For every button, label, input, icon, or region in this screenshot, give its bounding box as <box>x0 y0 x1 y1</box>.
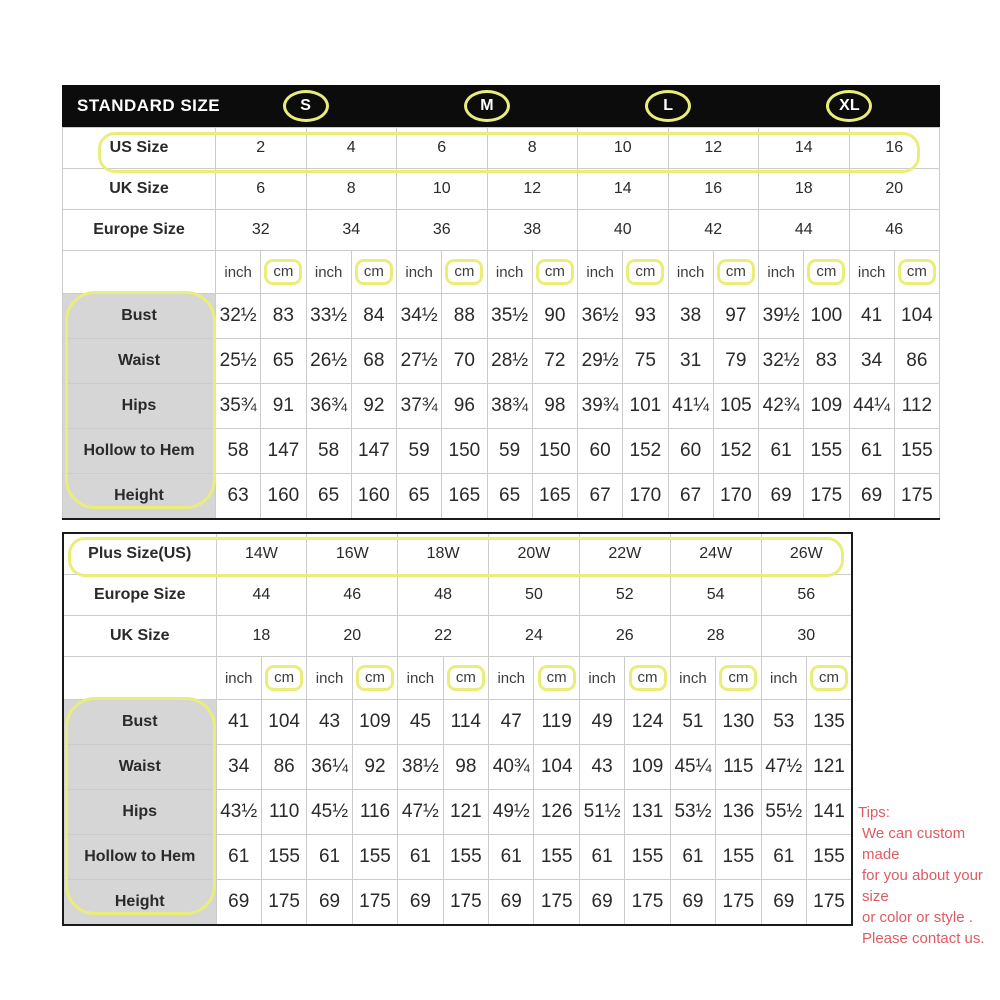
measurement-value: 72 <box>532 339 577 384</box>
measurement-value: 152 <box>623 429 668 474</box>
size-value: 18 <box>759 169 850 210</box>
measurement-value: 35½ <box>487 294 532 339</box>
size-row <box>63 533 852 575</box>
measurement-value: 97 <box>713 294 758 339</box>
measurement-value: 61 <box>761 835 806 880</box>
measurement-row <box>63 700 852 745</box>
measurement-value: 45 <box>398 700 443 745</box>
size-row <box>63 169 940 210</box>
size-value: 48 <box>398 575 489 616</box>
measurement-value: 155 <box>625 835 670 880</box>
tips-line: or color or style . <box>862 909 973 926</box>
measurement-value: 69 <box>849 474 894 520</box>
measurement-value: 65 <box>261 339 306 384</box>
unit-cm-cell <box>261 251 306 294</box>
measurement-value: 175 <box>716 880 761 926</box>
standard-size-table <box>62 127 940 520</box>
size-value: 52 <box>579 575 670 616</box>
measurement-value: 98 <box>532 384 577 429</box>
unit-inch-label: inch <box>761 657 806 700</box>
unit-inch-label: inch <box>307 657 352 700</box>
unit-cm-cell <box>534 657 579 700</box>
measurement-value: 36½ <box>578 294 623 339</box>
measurement-value: 155 <box>806 835 852 880</box>
measurement-value: 61 <box>216 835 261 880</box>
unit-cm-label: cm <box>810 665 848 691</box>
plus-size-section <box>62 532 853 926</box>
measurement-value: 165 <box>442 474 487 520</box>
measurement-value: 83 <box>804 339 849 384</box>
measurement-value: 41¼ <box>668 384 713 429</box>
tips-line: Please contact us. <box>862 930 985 947</box>
size-value: 40 <box>578 210 669 251</box>
size-value: 22 <box>398 616 489 657</box>
measurement-value: 34 <box>849 339 894 384</box>
size-value: 16 <box>668 169 759 210</box>
unit-row <box>63 251 940 294</box>
size-group-strip <box>215 85 940 127</box>
measurement-value: 126 <box>534 790 579 835</box>
measurement-value: 69 <box>759 474 804 520</box>
size-value: 8 <box>487 128 578 169</box>
unit-cm-cell <box>716 657 761 700</box>
standard-size-title: STANDARD SIZE <box>77 96 221 115</box>
measurement-value: 147 <box>351 429 396 474</box>
measurement-value: 33½ <box>306 294 351 339</box>
measurement-value: 40¾ <box>489 745 534 790</box>
unit-inch-label: inch <box>668 251 713 294</box>
measurement-label: Hips <box>63 384 216 429</box>
measurement-value: 31 <box>668 339 713 384</box>
measurement-value: 68 <box>351 339 396 384</box>
measurement-value: 69 <box>307 880 352 926</box>
standard-size-header <box>62 85 940 127</box>
measurement-value: 121 <box>806 745 852 790</box>
unit-row-blank <box>63 657 216 700</box>
measurement-value: 175 <box>261 880 306 926</box>
size-group-ellipse: M <box>464 90 510 122</box>
size-group-slot <box>215 85 396 127</box>
measurement-value: 175 <box>806 880 852 926</box>
size-value: 44 <box>759 210 850 251</box>
measurement-value: 43 <box>579 745 624 790</box>
size-value: 18 <box>216 616 307 657</box>
measurement-row <box>63 294 940 339</box>
measurement-label: Hollow to Hem <box>63 835 216 880</box>
measurement-value: 67 <box>668 474 713 520</box>
size-value: 22W <box>579 533 670 575</box>
unit-inch-label: inch <box>489 657 534 700</box>
size-value: 20 <box>307 616 398 657</box>
unit-cm-label: cm <box>626 259 664 285</box>
measurement-value: 84 <box>351 294 396 339</box>
measurement-value: 61 <box>398 835 443 880</box>
standard-size-section <box>62 85 940 520</box>
measurement-value: 175 <box>352 880 397 926</box>
unit-cm-label: cm <box>355 259 393 285</box>
measurement-value: 35¾ <box>216 384 261 429</box>
measurement-value: 136 <box>716 790 761 835</box>
measurement-value: 150 <box>442 429 487 474</box>
measurement-value: 45¼ <box>670 745 715 790</box>
measurement-value: 39¾ <box>578 384 623 429</box>
size-value: 26 <box>579 616 670 657</box>
unit-cm-cell <box>806 657 852 700</box>
measurement-value: 175 <box>894 474 939 520</box>
measurement-value: 90 <box>532 294 577 339</box>
measurement-value: 155 <box>261 835 306 880</box>
measurement-value: 155 <box>894 429 939 474</box>
measurement-value: 175 <box>534 880 579 926</box>
measurement-value: 29½ <box>578 339 623 384</box>
measurement-value: 34 <box>216 745 261 790</box>
size-value: 6 <box>397 128 488 169</box>
measurement-value: 104 <box>261 700 306 745</box>
measurement-value: 69 <box>579 880 624 926</box>
unit-cm-label: cm <box>629 665 667 691</box>
measurement-value: 92 <box>352 745 397 790</box>
measurement-row <box>63 790 852 835</box>
unit-inch-label: inch <box>216 251 261 294</box>
measurement-value: 155 <box>716 835 761 880</box>
measurement-value: 104 <box>894 294 939 339</box>
tips-title: Tips: <box>858 804 890 821</box>
measurement-label: Height <box>63 880 216 926</box>
measurement-value: 115 <box>716 745 761 790</box>
size-value: 24 <box>489 616 580 657</box>
measurement-row <box>63 429 940 474</box>
unit-inch-label: inch <box>398 657 443 700</box>
measurement-value: 119 <box>534 700 579 745</box>
measurement-value: 155 <box>804 429 849 474</box>
measurement-value: 47 <box>489 700 534 745</box>
size-value: 20 <box>849 169 940 210</box>
measurement-value: 37¾ <box>397 384 442 429</box>
measurement-value: 114 <box>443 700 488 745</box>
measurement-value: 109 <box>352 700 397 745</box>
measurement-row <box>63 339 940 384</box>
size-value: 26W <box>761 533 852 575</box>
measurement-value: 45½ <box>307 790 352 835</box>
size-row <box>63 210 940 251</box>
measurement-value: 60 <box>578 429 623 474</box>
measurement-value: 61 <box>849 429 894 474</box>
size-value: 56 <box>761 575 852 616</box>
measurement-value: 39½ <box>759 294 804 339</box>
measurement-value: 49½ <box>489 790 534 835</box>
unit-cm-label: cm <box>898 259 936 285</box>
measurement-label: Bust <box>63 294 216 339</box>
measurement-value: 51 <box>670 700 715 745</box>
measurement-value: 41 <box>849 294 894 339</box>
unit-cm-cell <box>532 251 577 294</box>
measurement-label: Height <box>63 474 216 520</box>
unit-cm-cell <box>804 251 849 294</box>
measurement-value: 47½ <box>761 745 806 790</box>
measurement-value: 41 <box>216 700 261 745</box>
size-group-slot <box>396 85 577 127</box>
unit-cm-label: cm <box>356 665 394 691</box>
size-value: 54 <box>670 575 761 616</box>
size-value: 12 <box>668 128 759 169</box>
measurement-row <box>63 835 852 880</box>
measurement-value: 109 <box>804 384 849 429</box>
unit-cm-label: cm <box>264 259 302 285</box>
size-value: 16W <box>307 533 398 575</box>
measurement-value: 104 <box>534 745 579 790</box>
measurement-value: 67 <box>578 474 623 520</box>
measurement-value: 65 <box>487 474 532 520</box>
measurement-value: 60 <box>668 429 713 474</box>
measurement-value: 58 <box>306 429 351 474</box>
size-value: 44 <box>216 575 307 616</box>
measurement-value: 175 <box>804 474 849 520</box>
measurement-value: 28½ <box>487 339 532 384</box>
measurement-value: 91 <box>261 384 306 429</box>
unit-cm-label: cm <box>447 665 485 691</box>
measurement-value: 27½ <box>397 339 442 384</box>
measurement-value: 150 <box>532 429 577 474</box>
size-value: 50 <box>489 575 580 616</box>
measurement-value: 61 <box>670 835 715 880</box>
measurement-value: 25½ <box>216 339 261 384</box>
measurement-value: 38¾ <box>487 384 532 429</box>
size-value: 42 <box>668 210 759 251</box>
size-value: 32 <box>216 210 307 251</box>
unit-cm-label: cm <box>265 665 303 691</box>
measurement-value: 69 <box>761 880 806 926</box>
measurement-value: 53 <box>761 700 806 745</box>
measurement-value: 141 <box>806 790 852 835</box>
measurement-value: 43 <box>307 700 352 745</box>
unit-inch-label: inch <box>670 657 715 700</box>
measurement-value: 38½ <box>398 745 443 790</box>
size-group-slot <box>578 85 759 127</box>
measurement-value: 160 <box>261 474 306 520</box>
measurement-value: 79 <box>713 339 758 384</box>
unit-inch-label: inch <box>849 251 894 294</box>
size-value: 4 <box>306 128 397 169</box>
measurement-row <box>63 384 940 429</box>
tips-line: for you about your size <box>862 867 983 905</box>
measurement-value: 55½ <box>761 790 806 835</box>
size-value: 18W <box>398 533 489 575</box>
measurement-value: 124 <box>625 700 670 745</box>
measurement-label: Waist <box>63 339 216 384</box>
measurement-value: 175 <box>625 880 670 926</box>
measurement-value: 160 <box>351 474 396 520</box>
measurement-value: 175 <box>443 880 488 926</box>
unit-cm-cell <box>442 251 487 294</box>
measurement-value: 109 <box>625 745 670 790</box>
unit-cm-cell <box>443 657 488 700</box>
size-value: 10 <box>578 128 669 169</box>
measurement-value: 44¼ <box>849 384 894 429</box>
unit-row-blank <box>63 251 216 294</box>
size-value: 24W <box>670 533 761 575</box>
measurement-value: 110 <box>261 790 306 835</box>
measurement-value: 93 <box>623 294 668 339</box>
unit-cm-cell <box>713 251 758 294</box>
unit-inch-label: inch <box>759 251 804 294</box>
unit-cm-cell <box>623 251 668 294</box>
measurement-value: 92 <box>351 384 396 429</box>
unit-cm-cell <box>261 657 306 700</box>
unit-inch-label: inch <box>579 657 624 700</box>
measurement-value: 86 <box>894 339 939 384</box>
measurement-value: 32½ <box>759 339 804 384</box>
size-value: 20W <box>489 533 580 575</box>
measurement-value: 116 <box>352 790 397 835</box>
unit-row <box>63 657 852 700</box>
measurement-value: 155 <box>352 835 397 880</box>
measurement-value: 58 <box>216 429 261 474</box>
unit-cm-cell <box>351 251 396 294</box>
measurement-value: 26½ <box>306 339 351 384</box>
measurement-value: 47½ <box>398 790 443 835</box>
size-row <box>63 128 940 169</box>
unit-inch-label: inch <box>578 251 623 294</box>
measurement-value: 34½ <box>397 294 442 339</box>
unit-cm-label: cm <box>445 259 483 285</box>
size-row <box>63 575 852 616</box>
measurement-value: 32½ <box>216 294 261 339</box>
measurement-value: 51½ <box>579 790 624 835</box>
plus-size-table <box>62 532 853 926</box>
measurement-value: 98 <box>443 745 488 790</box>
unit-cm-cell <box>352 657 397 700</box>
size-value: 38 <box>487 210 578 251</box>
measurement-label: Waist <box>63 745 216 790</box>
measurement-value: 170 <box>713 474 758 520</box>
measurement-value: 105 <box>713 384 758 429</box>
measurement-value: 36¾ <box>306 384 351 429</box>
size-row-label: Europe Size <box>63 210 216 251</box>
size-value: 6 <box>216 169 307 210</box>
unit-cm-cell <box>625 657 670 700</box>
size-group-ellipse: S <box>283 90 329 122</box>
measurement-value: 61 <box>307 835 352 880</box>
unit-cm-label: cm <box>538 665 576 691</box>
measurement-value: 155 <box>534 835 579 880</box>
measurement-value: 135 <box>806 700 852 745</box>
measurement-label: Hollow to Hem <box>63 429 216 474</box>
size-value: 14 <box>759 128 850 169</box>
size-row-label: UK Size <box>63 616 216 657</box>
measurement-value: 112 <box>894 384 939 429</box>
tips-line: We can custom made <box>862 825 966 863</box>
unit-cm-label: cm <box>536 259 574 285</box>
measurement-value: 59 <box>487 429 532 474</box>
measurement-value: 121 <box>443 790 488 835</box>
measurement-value: 75 <box>623 339 668 384</box>
measurement-value: 131 <box>625 790 670 835</box>
measurement-value: 96 <box>442 384 487 429</box>
measurement-value: 69 <box>489 880 534 926</box>
measurement-row <box>63 745 852 790</box>
size-group-ellipse: L <box>645 90 691 122</box>
size-value: 46 <box>849 210 940 251</box>
size-row-label: US Size <box>63 128 216 169</box>
size-value: 12 <box>487 169 578 210</box>
measurement-value: 59 <box>397 429 442 474</box>
measurement-row <box>63 474 940 520</box>
unit-cm-cell <box>894 251 939 294</box>
measurement-value: 61 <box>489 835 534 880</box>
measurement-value: 101 <box>623 384 668 429</box>
custom-tips-note <box>858 802 998 949</box>
measurement-value: 65 <box>397 474 442 520</box>
measurement-value: 69 <box>398 880 443 926</box>
measurement-value: 53½ <box>670 790 715 835</box>
measurement-label: Hips <box>63 790 216 835</box>
measurement-value: 63 <box>216 474 261 520</box>
size-value: 28 <box>670 616 761 657</box>
measurement-value: 43½ <box>216 790 261 835</box>
size-row-label: Plus Size(US) <box>63 533 216 575</box>
size-value: 16 <box>849 128 940 169</box>
measurement-value: 155 <box>443 835 488 880</box>
size-value: 14 <box>578 169 669 210</box>
unit-inch-label: inch <box>397 251 442 294</box>
measurement-value: 130 <box>716 700 761 745</box>
size-row-label: UK Size <box>63 169 216 210</box>
measurement-value: 36¼ <box>307 745 352 790</box>
size-value: 34 <box>306 210 397 251</box>
measurement-value: 69 <box>216 880 261 926</box>
size-row-label: Europe Size <box>63 575 216 616</box>
size-value: 30 <box>761 616 852 657</box>
measurement-value: 83 <box>261 294 306 339</box>
measurement-label: Bust <box>63 700 216 745</box>
size-value: 2 <box>216 128 307 169</box>
size-group-ellipse: XL <box>826 90 872 122</box>
size-row <box>63 616 852 657</box>
size-value: 10 <box>397 169 488 210</box>
measurement-value: 152 <box>713 429 758 474</box>
measurement-value: 61 <box>579 835 624 880</box>
unit-inch-label: inch <box>306 251 351 294</box>
measurement-value: 42¾ <box>759 384 804 429</box>
size-value: 14W <box>216 533 307 575</box>
measurement-value: 65 <box>306 474 351 520</box>
measurement-value: 147 <box>261 429 306 474</box>
size-value: 46 <box>307 575 398 616</box>
measurement-value: 61 <box>759 429 804 474</box>
measurement-value: 165 <box>532 474 577 520</box>
measurement-value: 69 <box>670 880 715 926</box>
measurement-value: 70 <box>442 339 487 384</box>
measurement-value: 88 <box>442 294 487 339</box>
size-value: 8 <box>306 169 397 210</box>
measurement-value: 170 <box>623 474 668 520</box>
size-value: 36 <box>397 210 488 251</box>
measurement-value: 86 <box>261 745 306 790</box>
unit-cm-label: cm <box>807 259 845 285</box>
size-group-slot <box>759 85 940 127</box>
unit-inch-label: inch <box>487 251 532 294</box>
measurement-row <box>63 880 852 926</box>
unit-inch-label: inch <box>216 657 261 700</box>
measurement-value: 38 <box>668 294 713 339</box>
measurement-value: 100 <box>804 294 849 339</box>
unit-cm-label: cm <box>719 665 757 691</box>
measurement-value: 49 <box>579 700 624 745</box>
unit-cm-label: cm <box>717 259 755 285</box>
